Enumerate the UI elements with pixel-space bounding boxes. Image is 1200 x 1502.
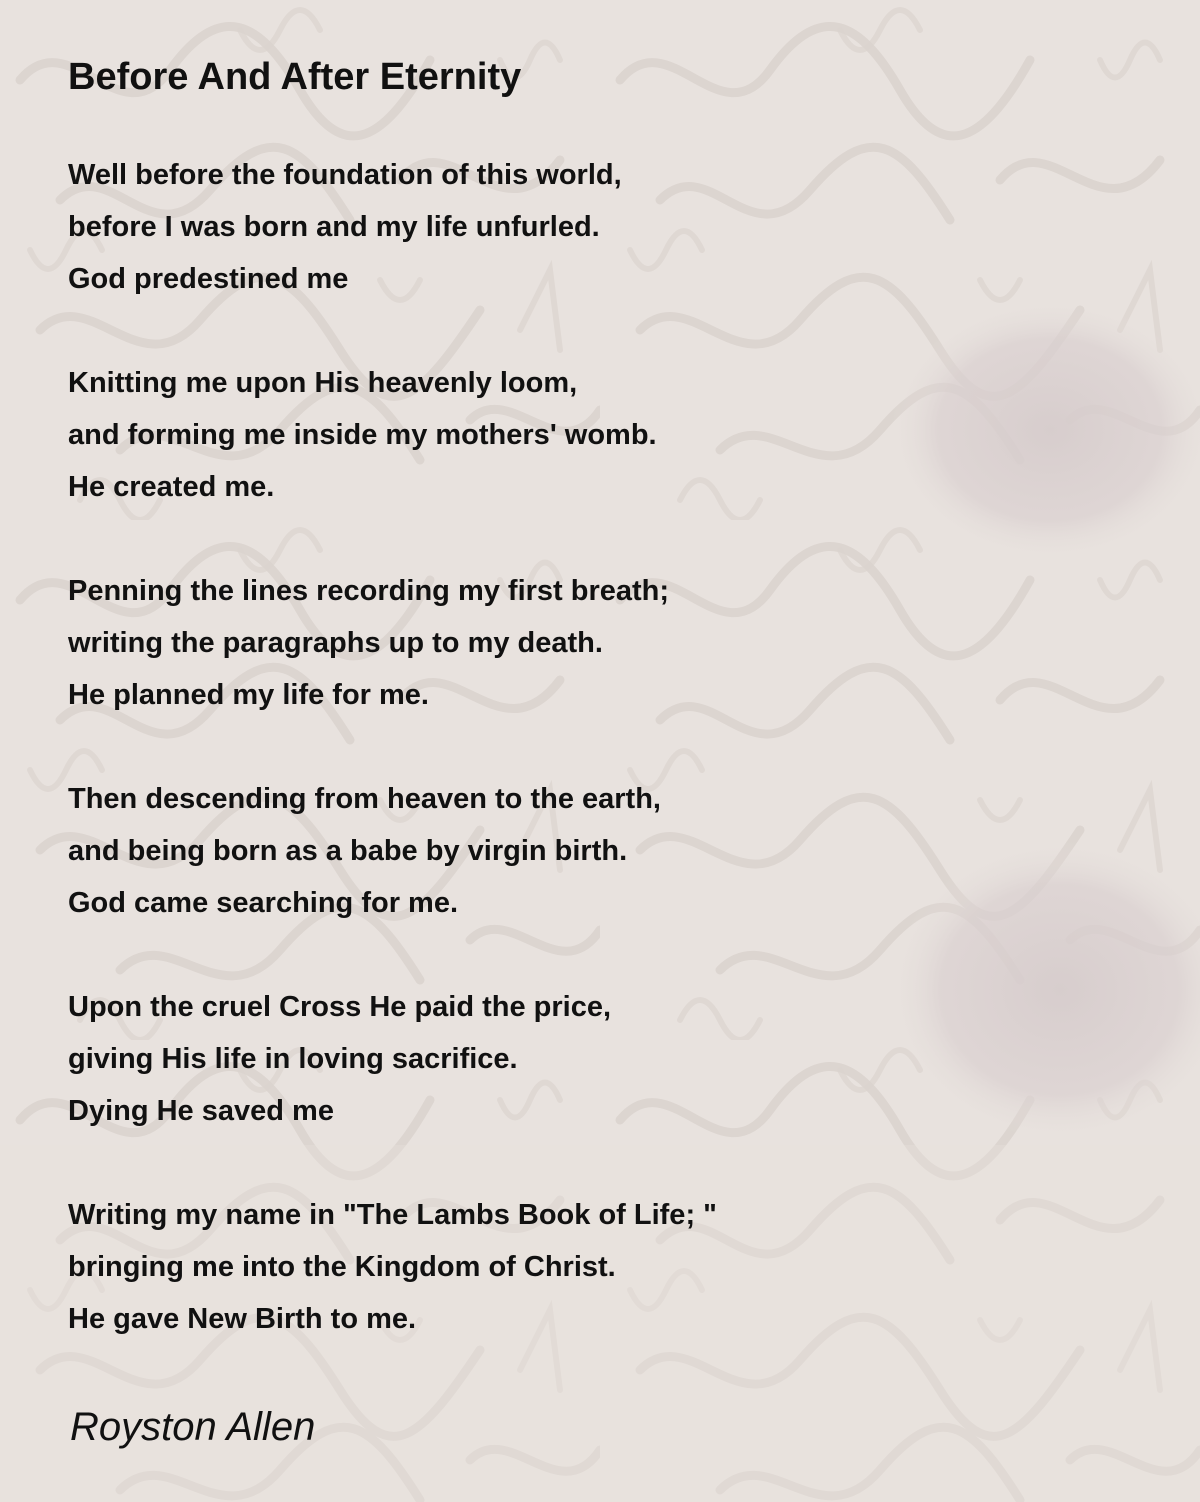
- poem-line: God came searching for me.: [68, 887, 459, 919]
- poem-line: He gave New Birth to me.: [68, 1303, 417, 1335]
- poem-line: Writing my name in "The Lambs Book of Life; ": [68, 1199, 717, 1231]
- ink-blot-upper: [890, 300, 1200, 560]
- poem-line: giving His life in loving sacrifice.: [68, 1043, 518, 1075]
- poem-line: and being born as a babe by virgin birth.: [68, 835, 628, 867]
- poem-line: Then descending from heaven to the earth,: [68, 783, 661, 815]
- poem-line: He planned my life for me.: [68, 679, 429, 711]
- poem-line: writing the paragraphs up to my death.: [68, 627, 603, 659]
- poem-line: God predestined me: [68, 263, 349, 295]
- poem-line: He created me.: [68, 471, 275, 503]
- stanza: [68, 981, 717, 1137]
- stanza: [68, 1189, 717, 1345]
- stanza: [68, 357, 717, 513]
- poem-body: [68, 149, 717, 1397]
- poem-line: Penning the lines recording my first breath;: [68, 575, 670, 607]
- poem-title: Before And After Eternity: [68, 56, 522, 98]
- poem-line: and forming me inside my mothers' womb.: [68, 419, 657, 451]
- poem-line: bringing me into the Kingdom of Christ.: [68, 1251, 616, 1283]
- stanza: [68, 773, 717, 929]
- poem-author: Royston Allen: [70, 1405, 316, 1449]
- stanza: [68, 149, 717, 305]
- poem-line: before I was born and my life unfurled.: [68, 211, 600, 243]
- poem-line: Upon the cruel Cross He paid the price,: [68, 991, 612, 1023]
- poem-line: Well before the foundation of this world,: [68, 159, 622, 191]
- poem-line: Dying He saved me: [68, 1095, 334, 1127]
- stanza: [68, 565, 717, 721]
- poem-line: Knitting me upon His heavenly loom,: [68, 367, 578, 399]
